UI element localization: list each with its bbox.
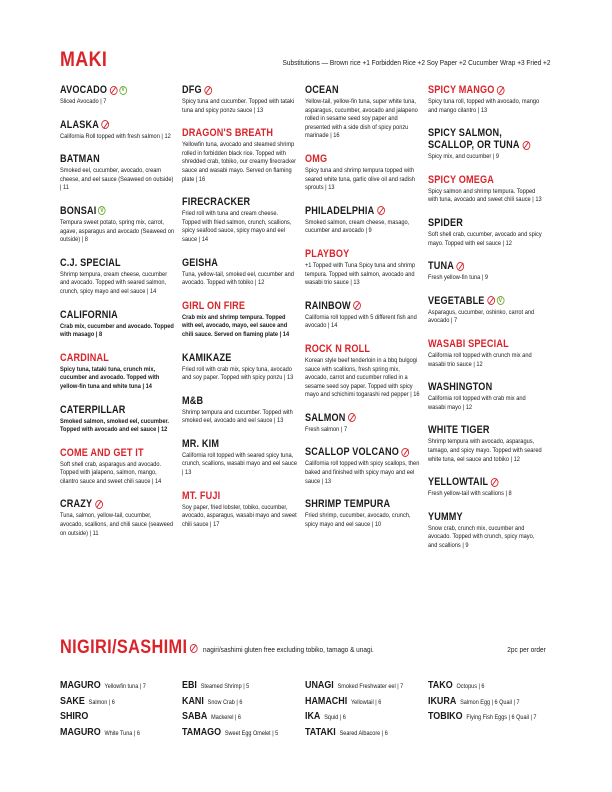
menu-item: [428, 174, 546, 205]
menu-item: [60, 153, 178, 193]
menu-item-name-text: WASABI SPECIAL: [428, 337, 509, 350]
menu-item-name-text: CATERPILLAR: [60, 403, 126, 416]
menu-item: [428, 424, 546, 464]
menu-item-name: [428, 381, 529, 393]
menu-item: [60, 447, 178, 487]
nigiri-item-name: KANI: [182, 695, 204, 707]
nigiri-title-text: NIGIRI/SASHIMI: [60, 637, 188, 658]
menu-item-name-text: CRAZY: [60, 498, 93, 511]
gluten-free-icon: [402, 448, 410, 457]
menu-item-description: Soft shell crab, cucumber, avocado and spicy mayo. Topped with eel sauce | 12: [428, 230, 542, 247]
menu-item-name-text: SPICY SALMON, SCALLOP, OR TUNA: [428, 127, 520, 152]
menu-item-name: [182, 395, 283, 407]
menu-item-name: [60, 257, 161, 269]
nigiri-item-name: UNAGI: [305, 680, 334, 691]
menu-item-name-text: FIRECRACKER: [182, 196, 251, 209]
menu-item-name: [60, 205, 161, 217]
substitutions-note: Substitutions — Brown rice +1 Forbidden Rice +2 Soy Paper +2 Cucumber Wrap +3 Fried +2: [282, 58, 550, 67]
menu-item-name: [305, 205, 406, 217]
menu-item: [305, 248, 423, 288]
menu-item-description: Smoked eel, cucumber, avocado, cream cheese, and eel sauce (Seaweed on outside) | 11: [60, 167, 174, 192]
menu-item-name: [305, 343, 406, 355]
gluten-free-icon: [204, 86, 212, 95]
gluten-free-icon: [110, 86, 118, 95]
menu-item-name-text: SPICY OMEGA: [428, 173, 495, 186]
nigiri-per-order: 2pc per order: [507, 645, 546, 654]
menu-item-description: Spicy salmon and shrimp tempura. Topped with tuna, avocado and sweet chili sauce | 13: [428, 187, 542, 204]
menu-item-name: [305, 498, 406, 510]
menu-item-description: California roll topped with spicy scallops, then baked and finished with spicy mayo and eel sauce | 13: [305, 460, 420, 485]
menu-item-name-text: YELLOWTAIL: [428, 476, 489, 489]
menu-item-name: [305, 84, 406, 96]
nigiri-item: [428, 694, 536, 710]
menu-item-name-text: SCALLOP VOLCANO: [305, 446, 400, 459]
nigiri-item-name: MAGURO: [60, 680, 101, 691]
menu-item-description: Tempura sweet potato, spring mix, carrot, agave, asparagus and avocado (Seaweed on outside) | 8: [60, 218, 175, 244]
vegetarian-icon: V: [119, 86, 127, 95]
menu-item-description: Soft shell crab, asparagus and avocado. Topped with jalapeno, salmon, mango, cilantro sauce and sweet chili sauce | 14: [60, 460, 162, 485]
menu-item: [182, 257, 300, 288]
menu-item: [60, 309, 178, 340]
menu-item: [60, 498, 178, 538]
menu-item-name: [60, 404, 161, 416]
menu-item: [428, 127, 546, 162]
menu-item-description: California Roll topped with fresh salmon | 12: [60, 132, 171, 140]
menu-item-name-text: PLAYBOY: [305, 247, 350, 260]
menu-item-description: Smoked salmon, cream cheese, masago, cucumber and avocado | 9: [305, 218, 410, 235]
menu-item-name-text: AVOCADO: [60, 84, 108, 96]
nigiri-item: [60, 678, 146, 694]
menu-item: [182, 490, 300, 530]
menu-item-name: [182, 127, 283, 139]
menu-item-name-text: SHRIMP TEMPURA: [305, 498, 391, 511]
menu-item-description: Yellowfin tuna, avocado and steamed shrimp rolled in forbidden black rice. Topped with shredded crab, tobiko, our creamy firecracker sauce and wasabi mayo. Served on flaming plate | 16: [182, 141, 297, 183]
nigiri-item-detail: Salmon Egg | 6 Quail | 7: [460, 698, 520, 706]
menu-item-description: Snow crab, crunch mix, cucumber and avocado. Topped with crunch, spicy mayo, and scallions | 9: [428, 524, 535, 549]
nigiri-item-detail: Seared Albacore | 6: [339, 729, 388, 737]
menu-item-name-text: TUNA: [428, 260, 455, 273]
menu-item-name: [182, 490, 283, 502]
nigiri-item-name: TATAKI: [305, 726, 336, 738]
menu-item-name: [60, 352, 161, 364]
menu-item: [428, 84, 546, 115]
menu-item-description: Asparagus, cucumber, oshinko, carrot and avocado | 7: [428, 308, 535, 325]
menu-item-name-text: M&B: [182, 394, 204, 407]
menu-item: [305, 343, 423, 400]
menu-item-name-text: CALIFORNIA: [60, 308, 118, 321]
menu-item-description: Fresh yellow-tail with scallions | 8: [428, 490, 512, 498]
nigiri-item: [305, 709, 403, 725]
menu-item-name: [428, 476, 529, 488]
maki-heading: MAKI: [60, 48, 108, 71]
menu-item: [60, 119, 178, 142]
menu-item-name-text: VEGETABLE: [428, 294, 485, 307]
menu-item: [428, 338, 546, 369]
nigiri-item-detail: White Tuna | 6: [104, 729, 140, 737]
menu-item: [182, 196, 300, 244]
nigiri-column-1: [60, 678, 160, 740]
nigiri-item-detail: Snow Crab | 6: [207, 698, 243, 706]
menu-item-name: [305, 248, 406, 260]
menu-item-name: [428, 217, 529, 229]
menu-item-name-text: SPICY MANGO: [428, 84, 495, 96]
menu-item: [182, 127, 300, 184]
menu-item-name-text: RAINBOW: [305, 299, 351, 312]
gluten-free-icon: [190, 644, 198, 653]
nigiri-column-2: [182, 678, 294, 740]
menu-item: [428, 511, 546, 551]
menu-item-description: Fresh yellow-fin tuna | 9: [428, 274, 489, 282]
nigiri-item-detail: Sweet Egg Omelet | 5: [224, 729, 279, 737]
menu-item-name: [60, 498, 161, 510]
menu-item-name-text: OCEAN: [305, 84, 339, 96]
menu-item-name-text: BONSAI: [60, 204, 97, 217]
menu-item-name: [428, 84, 529, 96]
menu-item: [428, 260, 546, 283]
maki-column-3: [305, 84, 423, 541]
nigiri-column-4: [428, 678, 554, 725]
nigiri-item: [182, 725, 278, 741]
gluten-free-icon: [95, 500, 103, 509]
menu-item-description: +1 Topped with Tuna Spicy tuna and shrimp tempura. Topped with salmon, avocado and wasabi trio sauce | 13: [305, 261, 416, 287]
menu-item: [305, 205, 423, 236]
gluten-free-icon: [497, 86, 505, 95]
menu-item-name: [60, 447, 161, 459]
nigiri-item-detail: Octopus | 6: [456, 683, 485, 690]
nigiri-item: [60, 694, 146, 710]
menu-item-name: [305, 446, 406, 458]
menu-item: [60, 205, 178, 245]
maki-column-4: [428, 84, 546, 562]
menu-item-name-text: GIRL ON FIRE: [182, 299, 246, 312]
menu-item-name: [428, 127, 547, 151]
menu-item: [182, 300, 300, 340]
menu-item-name: [60, 84, 161, 96]
nigiri-note: nagiri/sashimi gluten free excluding tobiko, tamago & unagi.: [203, 645, 374, 654]
menu-item-description: Spicy mix, and cucumber | 9: [428, 153, 500, 161]
gluten-free-icon: [491, 478, 499, 487]
menu-item-name: [182, 438, 283, 450]
nigiri-item: [60, 725, 146, 741]
menu-item-description: California roll topped with crab mix and wasabi mayo | 12: [428, 395, 526, 411]
menu-item-name-text: GEISHA: [182, 256, 218, 269]
nigiri-item-name: IKA: [305, 711, 321, 722]
menu-item-description: Sliced Avocado | 7: [60, 98, 107, 105]
menu-item-name-text: CARDINAL: [60, 351, 109, 364]
menu-item-name: [182, 352, 283, 364]
menu-item-description: Spicy tuna and cucumber. Topped with tataki tuna and spicy ponzu sauce | 13: [182, 98, 295, 114]
menu-item-description: Shrimp tempura with avocado, asparagus, tamago, and spicy mayo. Topped with seared white tuna, eel sauce and tobiko | 12: [428, 438, 542, 463]
nigiri-item: [182, 678, 278, 694]
nigiri-item-name: TOBIKO: [428, 711, 463, 722]
menu-item: [428, 381, 546, 412]
nigiri-item: [182, 694, 278, 710]
menu-item-description: Yellow-tail, yellow-fin tuna, super white tuna, asparagus, cucumber, avocado and jalapeno rolled in sesame seed soy paper and presented with a side dish of spicy ponzu marinade | 16: [305, 98, 418, 140]
nigiri-item-detail: Steamed Shrimp | 5: [200, 683, 250, 690]
menu-item-description: Crab mix and shrimp tempura. Topped with eel, avocado, mayo, eel sauce and chili sauce. Served on flaming plate | 14: [182, 313, 290, 338]
menu-item: [305, 498, 423, 529]
gluten-free-icon: [377, 206, 385, 215]
nigiri-item-name: TAKO: [428, 680, 453, 691]
menu-item: [305, 300, 423, 331]
gluten-free-icon: [457, 262, 465, 271]
menu-item-name: [182, 257, 283, 269]
nigiri-column-3: [305, 678, 419, 740]
menu-item: [60, 257, 178, 297]
menu-item-name-text: BATMAN: [60, 153, 100, 166]
nigiri-item-name: TAMAGO: [182, 726, 222, 738]
menu-item: [182, 84, 300, 115]
menu-item-description: Korean style beef tenderloin in a bbq bulgogi sauce with scallions, fresh spring mix, avocado, carrot and cucumber rolled in a sesame seed soy paper. Topped with spicy mayo and schichimi togarashi red pepper | 16: [305, 356, 420, 399]
menu-item-name-text: ROCK N ROLL: [305, 342, 371, 355]
nigiri-item: [182, 709, 278, 725]
gluten-free-icon: [487, 296, 495, 305]
nigiri-heading: [60, 637, 198, 659]
nigiri-item-detail: Yellowtail | 6: [351, 698, 382, 706]
nigiri-item-name: IKURA: [428, 695, 457, 707]
nigiri-item-detail: Flying Fish Eggs | 6 Quail | 7: [466, 714, 537, 721]
menu-item: [182, 438, 300, 478]
nigiri-item-detail: Yellowfin tuna | 7: [104, 683, 146, 690]
menu-item-name: [428, 260, 529, 272]
menu-item-name-text: OMG: [305, 152, 328, 165]
menu-item-name-text: KAMIKAZE: [182, 351, 232, 364]
menu-item-description: Fresh salmon | 7: [305, 425, 348, 433]
menu-item: [305, 84, 423, 141]
gluten-free-icon: [102, 120, 110, 129]
menu-item-name-text: SPIDER: [428, 216, 463, 229]
menu-item-name-text: DRAGON'S BREATH: [182, 127, 274, 140]
menu-item: [60, 404, 178, 435]
menu-item-name-text: ALASKA: [60, 118, 99, 131]
menu-item-name-text: C.J. SPECIAL: [60, 256, 121, 269]
menu-item-name-text: PHILADELPHIA: [305, 204, 375, 217]
nigiri-item-name: HAMACHI: [305, 695, 348, 707]
menu-item-name-text: COME AND GET IT: [60, 446, 144, 459]
menu-item-name-text: MT. FUJI: [182, 489, 221, 502]
menu-item-name: [428, 424, 529, 436]
menu-item-name-text: WHITE TIGER: [428, 424, 490, 437]
menu-item: [305, 153, 423, 193]
menu-item-description: Spicy tuna, tataki tuna, crunch mix, cucumber and avocado. Topped with yellow-fin tuna and white tuna | 14: [60, 365, 160, 390]
menu-item-description: Spicy tuna roll, topped with avocado, mango and mango cilantro | 13: [428, 98, 540, 114]
maki-column-1: [60, 84, 178, 550]
menu-item-name: [182, 300, 283, 312]
maki-column-2: [182, 84, 300, 541]
menu-item-name: [428, 511, 529, 523]
gluten-free-icon: [348, 413, 356, 422]
menu-item: [428, 295, 546, 326]
menu-item: [428, 217, 546, 248]
menu-item-name-text: YUMMY: [428, 510, 463, 523]
menu-item-description: Smoked salmon, smoked eel, cucumber. Topped with avocado and eel sauce | 12: [60, 417, 169, 434]
menu-item: [182, 352, 300, 383]
menu-item-description: California roll topped with crunch mix and wasabi trio sauce | 12: [428, 351, 532, 368]
menu-item-description: California roll topped with seared spicy tuna, crunch, scallions, wasabi mayo and eel sauce | 13: [182, 451, 297, 477]
nigiri-item-name: EBI: [182, 680, 197, 691]
menu-item-name-text: DFG: [182, 84, 202, 96]
menu-item-name: [60, 153, 161, 165]
menu-item-description: Fried shrimp, cucumber, avocado, crunch, spicy mayo and eel sauce | 10: [305, 512, 411, 528]
menu-item-description: Tuna, salmon, yellow-tail, cucumber, avocado, scallions, and chili sauce (seaweed on outside) | 11: [60, 512, 174, 537]
menu-item-description: Spicy tuna and shrimp tempura topped with seared white tuna, garlic olive oil and radish sprouts | 13: [305, 166, 415, 192]
menu-item: [305, 412, 423, 435]
menu-item-description: Shrimp tempura, cream cheese, cucumber and avocado. Topped with seared salmon, crunch, spicy mayo and eel sauce | 14: [60, 270, 168, 295]
vegetarian-icon: V: [497, 296, 505, 305]
nigiri-item-name: MAGURO: [60, 726, 101, 738]
menu-item-name: [182, 196, 283, 208]
menu-item: [428, 476, 546, 499]
menu-item-description: Crab mix, cucumber and avocado. Topped with masago | 8: [60, 322, 174, 339]
menu-item-name: [60, 119, 161, 131]
menu-item-name: [305, 300, 406, 312]
menu-item-name-text: WASHINGTON: [428, 381, 493, 394]
gluten-free-icon: [522, 141, 530, 150]
menu-item-name: [428, 174, 529, 186]
menu-item-name: [428, 295, 529, 307]
menu-item: [305, 446, 423, 486]
menu-item-description: Fried roll with tuna and cream cheese. Topped with fried salmon, crunch, scallions, spicy seafood sauce, spicy mayo and eel sauce | 14: [182, 210, 292, 243]
menu-item: [60, 352, 178, 392]
nigiri-item-name: SABA: [182, 711, 208, 722]
nigiri-item: [428, 678, 536, 694]
menu-item: [60, 84, 178, 107]
menu-item-name-text: SALMON: [305, 411, 346, 424]
menu-item: [182, 395, 300, 426]
nigiri-item-detail: Mackerel | 6: [211, 714, 242, 721]
nigiri-item-name: SHIRO: [60, 711, 89, 722]
nigiri-item: [305, 678, 403, 694]
nigiri-item: [428, 709, 536, 725]
gluten-free-icon: [353, 301, 361, 310]
nigiri-item: [305, 725, 403, 741]
nigiri-item-detail: Salmon | 6: [88, 698, 115, 706]
menu-item-name: [428, 338, 529, 350]
menu-item-description: Soy paper, fried lobster, tobiko, cucumber, avocado, asparagus, wasabi mayo and sweet chili sauce | 17: [182, 503, 297, 528]
nigiri-item-detail: Squid | 6: [324, 714, 346, 721]
nigiri-item-name: SAKE: [60, 695, 85, 707]
menu-item-name-text: MR. KIM: [182, 437, 220, 450]
menu-item-name: [305, 153, 406, 165]
menu-item-description: Tuna, yellow-tail, smoked eel, cucumber and avocado. Topped with tobiko | 12: [182, 270, 294, 287]
menu-item-name: [60, 309, 161, 321]
menu-item-description: Fried roll with crab mix, spicy tuna, avocado and soy paper. Topped with spicy ponzu | 13: [182, 365, 294, 382]
nigiri-item-detail: Smoked Freshwater eel | 7: [337, 683, 404, 690]
menu-item-name: [182, 84, 283, 96]
menu-item-description: Shrimp tempura and cucumber. Topped with smoked eel, avocado and eel sauce | 13: [182, 408, 293, 425]
menu-item-description: California roll topped with 5 different fish and avocado | 14: [305, 313, 417, 330]
menu-item-name: [305, 412, 406, 424]
vegetarian-icon: V: [98, 206, 106, 215]
